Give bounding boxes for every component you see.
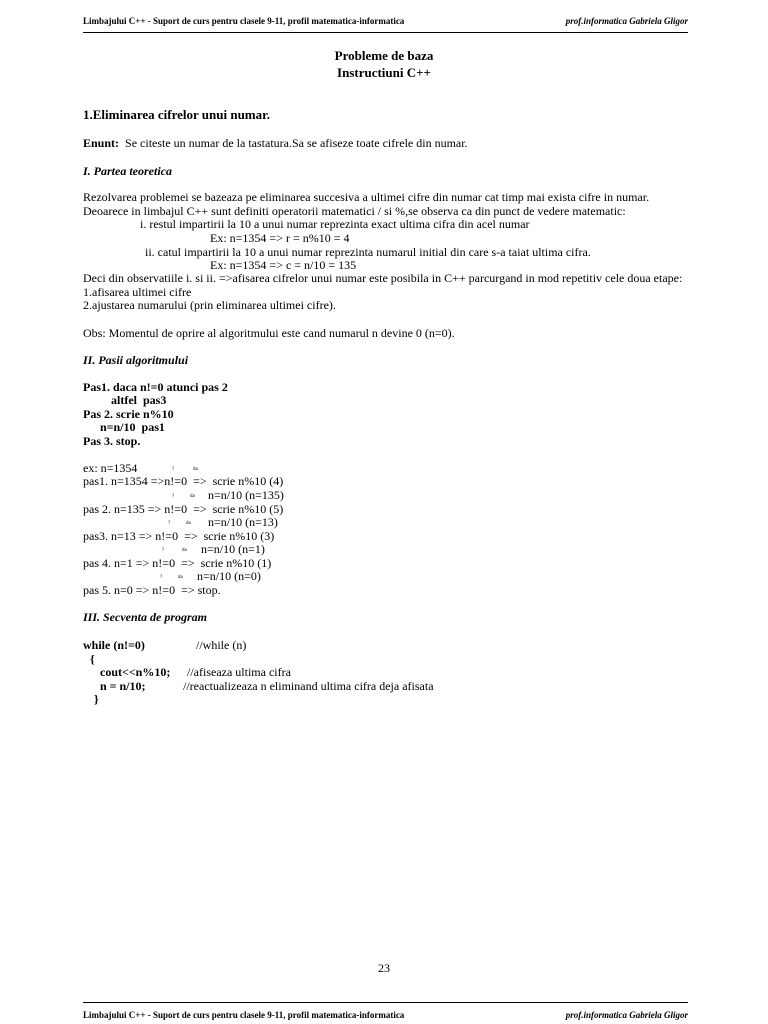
step-line: altfel pas3 [111,393,167,407]
theory-line: 2.ajustarea numarului (prin eliminarea ultimei cifre). [83,298,336,312]
example-line: pas1. n=1354 =>n!=0 => scrie n%10 (4) [83,474,284,488]
question-mark: ? [172,467,175,472]
example-line: pas 4. n=1 => n!=0 => scrie n%10 (1) [83,556,272,570]
page-number: 23 [378,961,390,975]
example-line: n=n/10 (n=13) [208,515,278,529]
example-line: n=n/10 (n=135) [208,488,284,502]
answer-mark: da [178,575,183,580]
step-line: Pas 3. stop. [83,434,141,448]
step-line: Pas1. daca n!=0 atunci pas 2 [83,380,228,394]
header-left: Limbajului C++ - Suport de curs pentru clasele 9-11, profil matematica-informatica [83,16,405,26]
header-rule [83,32,688,33]
footer-left: Limbajului C++ - Suport de curs pentru clasele 9-11, profil matematica-informatica [83,1010,405,1020]
code-comment: //afiseaza ultima cifra [187,665,291,679]
code-line: n = n/10; [100,679,146,693]
example-line: pas 5. n=0 => n!=0 => stop. [83,583,221,597]
footer-rule [83,1002,688,1003]
obs-line: Obs: Momentul de oprire al algoritmului este cand numarul n devine 0 (n=0). [83,326,455,340]
theory-line: Rezolvarea problemei se bazeaza pe eliminarea succesiva a ultimei cifre din numar cat timp mai exista cifre in numar. [83,190,650,204]
title-line1: Probleme de baza [334,48,434,63]
code-comment: //reactualizeaza n eliminand ultima cifra deja afisata [183,679,434,693]
theory-line: Deci din observatiile i. si ii. =>afisarea cifrelor unui numar este posibila in C++ parcurgand in mod repetitiv cele doua etape: [83,271,683,285]
theory-line: ii. catul impartirii la 10 a unui numar reprezinta numarul initial din care s-a taiat ultima cifra. [145,245,591,259]
footer-right: prof.informatica Gabriela Gligor [565,1010,688,1020]
theory-line: Deoarece in limbajul C++ sunt definiti operatorii matematici / si %,se observa ca din punct de vedere matematic: [83,204,626,218]
enunt-paragraph [83,136,468,150]
title-line2: Instructiuni C++ [337,65,431,80]
question-mark: ? [168,521,171,526]
question-mark: ? [160,575,163,580]
code-line: cout<<n%10; [100,665,171,679]
code-line: } [94,692,99,706]
question-mark: ? [172,494,175,499]
answer-mark: da [182,548,187,553]
answer-mark: da [190,494,195,499]
example-line: n=n/10 (n=1) [201,542,265,556]
header-right: prof.informatica Gabriela Gligor [565,16,688,26]
theory-line: 1.afisarea ultimei cifre [83,285,192,299]
code-line: while (n!=0) [83,638,145,652]
part2-heading: II. Pasii algoritmului [83,353,189,367]
section-heading: 1.Eliminarea cifrelor unui numar. [83,107,270,122]
answer-mark: da [193,467,198,472]
code-line: { [90,652,95,666]
example-line: pas3. n=13 => n!=0 => scrie n%10 (3) [83,529,275,543]
example-line: pas 2. n=135 => n!=0 => scrie n%10 (5) [83,502,284,516]
theory-example: Ex: n=1354 => c = n/10 = 135 [210,258,357,272]
step-line: Pas 2. scrie n%10 [83,407,174,421]
theory-line: i. restul impartirii la 10 a unui numar reprezinta exact ultima cifra din acel numar [140,217,530,231]
enunt-text: Se citeste un numar de la tastatura.Sa se afiseze toate cifrele din numar. [125,136,468,150]
step-line: n=n/10 pas1 [100,420,165,434]
code-comment: //while (n) [196,638,247,652]
theory-example: Ex: n=1354 => r = n%10 = 4 [210,231,350,245]
example-line: n=n/10 (n=0) [197,569,261,583]
part1-heading: I. Partea teoretica [83,164,172,178]
example-line: ex: n=1354 [83,461,138,475]
part3-heading: III. Secventa de program [83,610,207,624]
question-mark: ? [162,548,165,553]
enunt-label: Enunt: [83,136,120,150]
answer-mark: da [186,521,191,526]
